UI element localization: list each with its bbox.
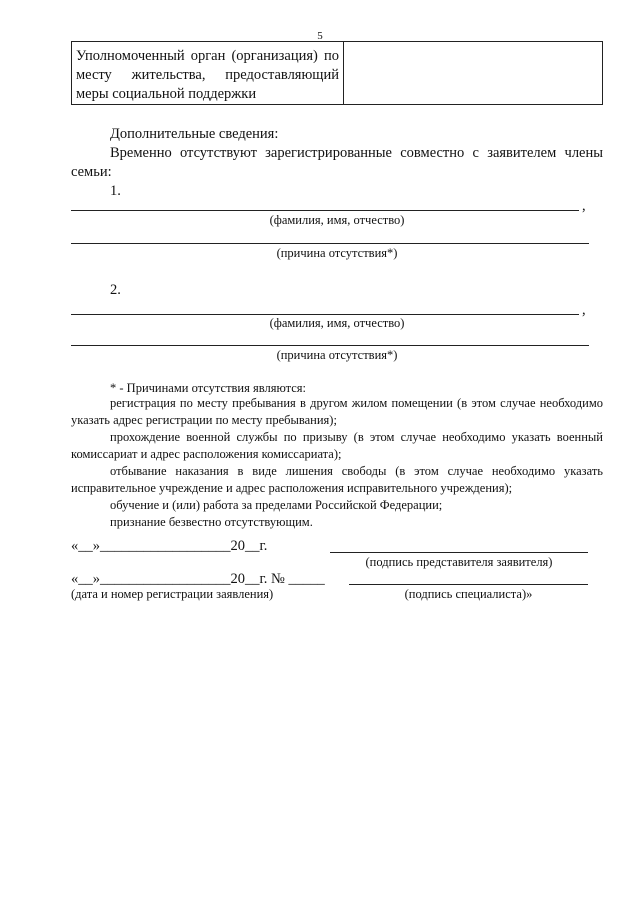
member-2-number: 2. [110,282,121,298]
footnote-item: признание безвестно отсутствующим. [110,515,313,529]
member-2-reason-caption: (причина отсутствия*) [276,348,398,362]
applicant-rep-caption: (подпись представителя заявителя) [365,555,553,569]
applicant-rep-signature-line[interactable] [330,552,588,553]
member-1-name-caption: (фамилия, имя, отчество) [269,213,405,227]
member-2-name-line[interactable] [71,314,579,315]
specialist-signature-line[interactable] [349,584,588,585]
member-1-reason-line[interactable] [71,243,589,244]
date-line-1[interactable]: «__»__________________20__г. [71,538,268,554]
member-2-comma: , [582,302,586,318]
page-number: 5 [317,30,323,42]
registration-caption: (дата и номер регистрации заявления) [71,587,274,601]
date-line-2[interactable]: «__»__________________20__г. № _____ [71,571,325,587]
member-2-name-caption: (фамилия, имя, отчество) [269,316,405,330]
member-1-comma: , [582,198,586,214]
footnote-item: отбывание наказания в виде лишения свободы (в этом случае необходимо указать исправительное учреждение и адрес расположения исправительного учреждения); [71,464,603,495]
additional-info-heading: Дополнительные сведения: [110,126,279,142]
footnote-item: прохождение военной службы по призыву (в этом случае необходимо указать военный комиссариат и адрес расположения комиссариата); [71,430,603,461]
member-2-reason-line[interactable] [71,345,589,346]
footnote-item: обучение и (или) работа за пределами Российской Федерации; [110,498,443,512]
specialist-caption: (подпись специалиста)» [404,587,533,601]
member-1-number: 1. [110,183,121,199]
member-1-name-line[interactable] [71,210,579,211]
authority-table-left-cell: Уполномоченный орган (организация) по месту жительства, предоставляющий меры социальной поддержки [71,41,344,105]
member-1-reason-caption: (причина отсутствия*) [276,246,398,260]
footnote-heading: * - Причинами отсутствия являются: [110,381,307,395]
authority-table-right-cell[interactable] [344,41,603,105]
footnote-item: регистрация по месту пребывания в другом жилом помещении (в этом случае необходимо указать адрес регистрации по месту пребывания); [71,396,603,427]
absent-members-intro: Временно отсутствуют зарегистрированные совместно с заявителем члены семьи: [71,145,603,180]
